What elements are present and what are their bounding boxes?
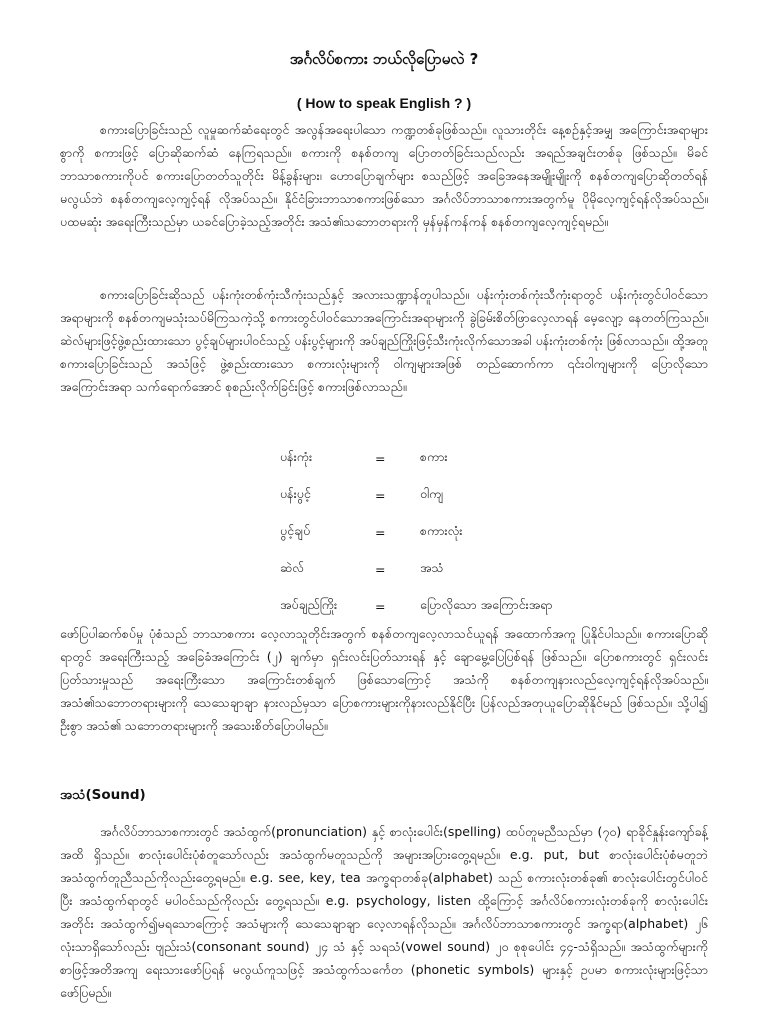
analogy-row [280,588,610,625]
analogy-right: စကား [420,449,448,464]
analogy-right: အသံ [420,560,444,575]
analogy-right: စကားလုံး [420,523,463,538]
section-heading-sound: အသံ(Sound) [60,787,146,803]
paragraph-3 [60,622,708,737]
analogy-row [280,514,610,551]
analogy-equals: = [375,488,386,503]
paragraph-2-text: စကားပြောခြင်းဆိုသည် ပန်းကုံးတစ်ကုံးသီကုံးသည်နှင့် အလားသဏ္ဍာန်တူပါသည်။ ပန်းကုံးတစ်ကုံးသီကုံးရာတွင် ပန်းကုံးတွင်ပါဝင်သောအရာများကို စနစ်တကျမသုံးသပ်မိကြသကဲ့သို့ စကားတွင်ပါဝင်သောအကြောင်းအရာများကို ခွဲခြမ်းစိတ်ဖြာလေ့လာရန် မေ့လျော့ နေတတ်ကြသည်။ ဆဲလ်များဖြင့်ဖွဲ့စည်းထားသော ပွင့်ချပ်များပါဝင်သည့် ပန်းပွင့်များကို အပ်ချည်ကြိုးဖြင့်သီးကုံးလိုက်သောအခါ ပန်းကုံးတစ်ကုံး ဖြစ်လာသည်။ ထို့အတူ စကားပြောခြင်းသည် အသံဖြင့် ဖွဲ့စည်းထားသော စကားလုံးများကို ဝါကျများအဖြစ် တည်ဆောက်ကာ ၎င်းဝါကျများကို ပြောလိုသောအကြောင်းအရာ သက်ရောက်အောင် စုစည်းလိုက်ခြင်းဖြင့် စကားဖြစ်လာသည်။ [60,287,708,394]
paragraph-1 [60,118,708,233]
analogy-equals: = [375,599,386,614]
analogy-equals: = [375,451,386,466]
analogy-equals: = [375,525,386,540]
analogy-left: အပ်ချည်ကြိုး [280,597,338,612]
analogy-right: ပြောလိုသော အကြောင်းအရာ [420,597,553,612]
analogy-left: ပွင့်ချပ် [280,523,311,538]
page-title: အင်္ဂလိပ်စကား ဘယ်လိုပြောမလဲ ? [289,50,479,68]
page-subtitle: ( How to speak English ? ) [296,95,472,111]
analogy-left: ပန်းကုံး [280,449,313,464]
analogy-left: ပန်းပွင့် [280,486,311,501]
paragraph-4 [60,820,708,1004]
analogy-table [280,440,610,625]
paragraph-1-text: စကားပြောခြင်းသည် လူမှုဆက်ဆံရေးတွင် အလွန်အရေးပါသော ကဏ္ဍတစ်ခုဖြစ်သည်။ လူသားတိုင်း နေ့စဉ်နှင့်အမျှ အကြောင်းအရာများစွာကို စကားဖြင့် ပြောဆိုဆက်ဆံ နေကြရသည်။ စကားကို စနစ်တကျ ပြောတတ်ခြင်းသည်လည်း အရည်အချင်းတစ်ခု ဖြစ်သည်။ မိခင်ဘာသာစကားကိုပင် စကားပြောတတ်သူတိုင်း မိန့်ခွန်းများ၊ ဟောပြောချက်များ စသည်ဖြင့် အခြေအနေအမျိုးမျိုးကို စနစ်တကျပြောဆိုတတ်ရန် မလွယ်ဘဲ စနစ်တကျလေ့ကျင့်ရန် လိုအပ်သည်။ နိုင်ငံခြားဘာသာစကားဖြစ်သော အင်္ဂလိပ်ဘာသာစကားအတွက်မူ ပိုမိုလေ့ကျင့်ရန်လိုအပ်သည်။ ပထမဆုံး အရေးကြီးသည်မှာ ယခင်ပြောခဲ့သည့်အတိုင်း အသံ၏သဘောတရားကို မှန်မှန်ကန်ကန် စနစ်တကျလေ့ကျင့်ရမည်။ [60,122,708,229]
paragraph-3-text: ဖော်ပြပါဆက်စပ်မှု ပုံစံသည် ဘာသာစကား လေ့လာသူတိုင်းအတွက် စနစ်တကျလေ့လာသင်ယူရန် အထောက်အကူ ပြုနိုင်ပါသည်။ စကားပြောဆိုရာတွင် အရေးကြီးသည့် အခြေခံအကြောင်း (၂) ချက်မှာ ရှင်းလင်းပြတ်သားရန် နှင့် ချောမွေ့ပြေပြစ်ရန် ဖြစ်သည်။ ပြောစကားတွင် ရှင်းလင်းပြတ်သားမှုသည် အရေးကြီးသော အကြောင်းတစ်ချက် ဖြစ်သောကြောင့် အသံကို စနစ်တကျနားလည်လေ့ကျင့်ရန်လိုအပ်သည်။ အသံ၏သဘောတရားများကို သေသေချာချာ နားလည်မှသာ ပြောစကားများကိုနားလည်နိုင်ပြီး ပြန်လည်အတုယူပြောဆိုနိုင်မည် ဖြစ်သည်။ သို့ပါ၍ ဦးစွာ အသံ၏ သဘောတရားများကို အသေးစိတ်ပြောပါမည်။ [60,626,708,733]
analogy-right: ဝါကျ [420,486,444,501]
paragraph-4-text: အင်္ဂလိပ်ဘာသာစကားတွင် အသံထွက်(pronunciation) နှင့် စာလုံးပေါင်း(spelling) ထပ်တူမညီသည်မှာ (၇၀) ရာခိုင်နှုန်းကျော်ခန့်အထိ ရှိသည်။ စာလုံးပေါင်းပုံစံတူသော်လည်း အသံထွက်မတူသည်ကို အများအပြားတွေ့ရမည်။ e.g. put, but စာလုံးပေါင်းပုံစံမတူဘဲ အသံထွက်တူညီသည်ကိုလည်းတွေ့ရမည်။ e.g. see, key, tea အက္ခရာတစ်ခု(alphabet) သည် စကားလုံးတစ်ခု၏ စာလုံးပေါင်းတွင်ပါဝင်ပြီး အသံထွက်ရာတွင် မပါဝင်သည်ကိုလည်း တွေ့ရသည်။ e.g. psychology, listen ထို့ကြောင့် အင်္ဂလိပ်စကားလုံးတစ်ခုကို စာလုံးပေါင်းအတိုင်း အသံထွက်၍မရသောကြောင့် အသံများကို သေသေချာချာ လေ့လာရန်လိုသည်။ အင်္ဂလိပ်ဘာသာစကားတွင် အက္ခရာ(alphabet) ၂၆ လုံးသာရှိသော်လည်း ဗျည်းသံ(consonant sound) ၂၄ သံ နှင့် သရသံ(vowel sound) ၂၀ စုစုပေါင်း ၄၄-သံရှိသည်။ အသံထွက်များကို စာဖြင့်အတိအကျ ရေးသားဖော်ပြရန် မလွယ်ကူသဖြင့် အသံထွက်သင်္ကေတ (phonetic symbols) များနှင့် ဥပမာ စကားလုံးများဖြင့်သာ ဖော်ပြမည်။ [60,824,708,1000]
analogy-equals: = [375,562,386,577]
analogy-row [280,440,610,477]
analogy-row [280,551,610,588]
analogy-row [280,477,610,514]
paragraph-2 [60,283,708,398]
analogy-left: ဆဲလ် [280,560,304,575]
